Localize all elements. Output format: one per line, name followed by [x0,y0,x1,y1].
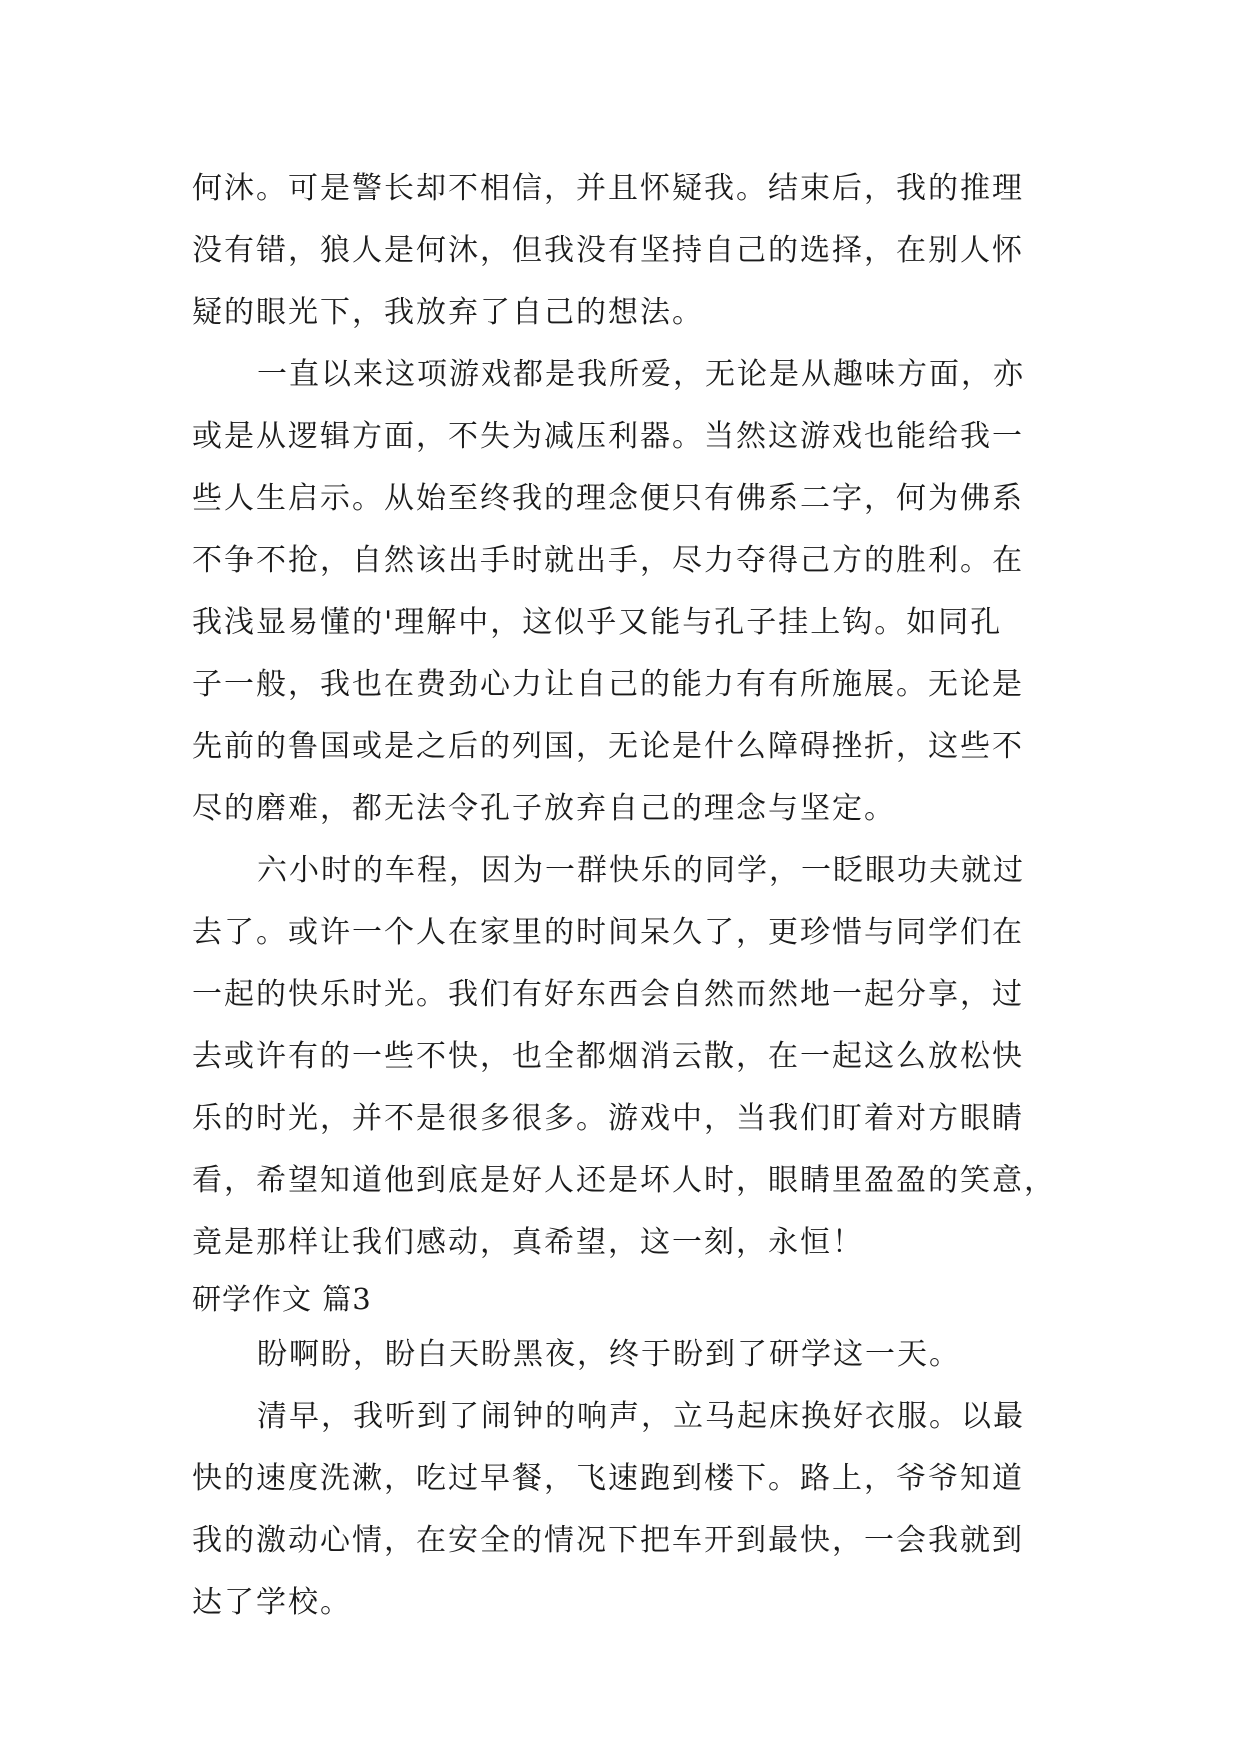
document-page [192,158,1054,1634]
text-line: 疑的眼光下，我放弃了自己的想法。 [192,295,704,330]
text-line: 不争不抢，自然该出手时就出手，尽力夺得己方的胜利。在 [192,543,1024,578]
text-line: 或是从逻辑方面，不失为减压利器。当然这游戏也能给我一 [192,419,1024,454]
text-line: 去或许有的一些不快，也全都烟消云散，在一起这么放松快 [192,1039,1024,1074]
paragraph-1 [192,158,1054,344]
text-line: 我浅显易懂的'理解中，这似乎又能与孔子挂上钩。如同孔 [192,605,1003,640]
text-line: 竟是那样让我们感动，真希望，这一刻，永恒！ [192,1225,864,1260]
text-line: 看，希望知道他到底是好人还是坏人时，眼睛里盈盈的笑意， [192,1163,1056,1198]
section-paragraph-2 [192,1386,1054,1634]
text-line: 六小时的车程，因为一群快乐的同学，一眨眼功夫就过 [257,853,1025,888]
text-line: 盼啊盼，盼白天盼黑夜，终于盼到了研学这一天。 [257,1337,961,1372]
text-line: 快的速度洗漱，吃过早餐，飞速跑到楼下。路上，爷爷知道 [192,1461,1024,1496]
text-line: 达了学校。 [192,1585,352,1620]
text-line: 清早，我听到了闹钟的响声，立马起床换好衣服。以最 [257,1399,1025,1434]
text-line: 没有错，狼人是何沐，但我没有坚持自己的选择，在别人怀 [192,233,1024,268]
text-line: 去了。或许一个人在家里的时间呆久了，更珍惜与同学们在 [192,915,1024,950]
text-line: 乐的时光，并不是很多很多。游戏中，当我们盯着对方眼睛 [192,1101,1024,1136]
text-line: 一起的快乐时光。我们有好东西会自然而然地一起分享，过 [192,977,1024,1012]
section-paragraph-1 [192,1324,1054,1386]
text-line: 子一般，我也在费劲心力让自己的能力有有所施展。无论是 [192,667,1024,702]
section-heading: 研学作文 篇3 [192,1282,372,1316]
text-line: 些人生启示。从始至终我的理念便只有佛系二字，何为佛系 [192,481,1024,516]
paragraph-3 [192,840,1054,1274]
text-line: 先前的鲁国或是之后的列国，无论是什么障碍挫折，这些不 [192,729,1024,764]
text-line: 尽的磨难，都无法令孔子放弃自己的理念与坚定。 [192,791,896,826]
text-line: 我的激动心情，在安全的情况下把车开到最快，一会我就到 [192,1523,1024,1558]
paragraph-2 [192,344,1054,840]
text-line: 何沐。可是警长却不相信，并且怀疑我。结束后，我的推理 [192,171,1024,206]
text-line: 一直以来这项游戏都是我所爱，无论是从趣味方面，亦 [257,357,1025,392]
